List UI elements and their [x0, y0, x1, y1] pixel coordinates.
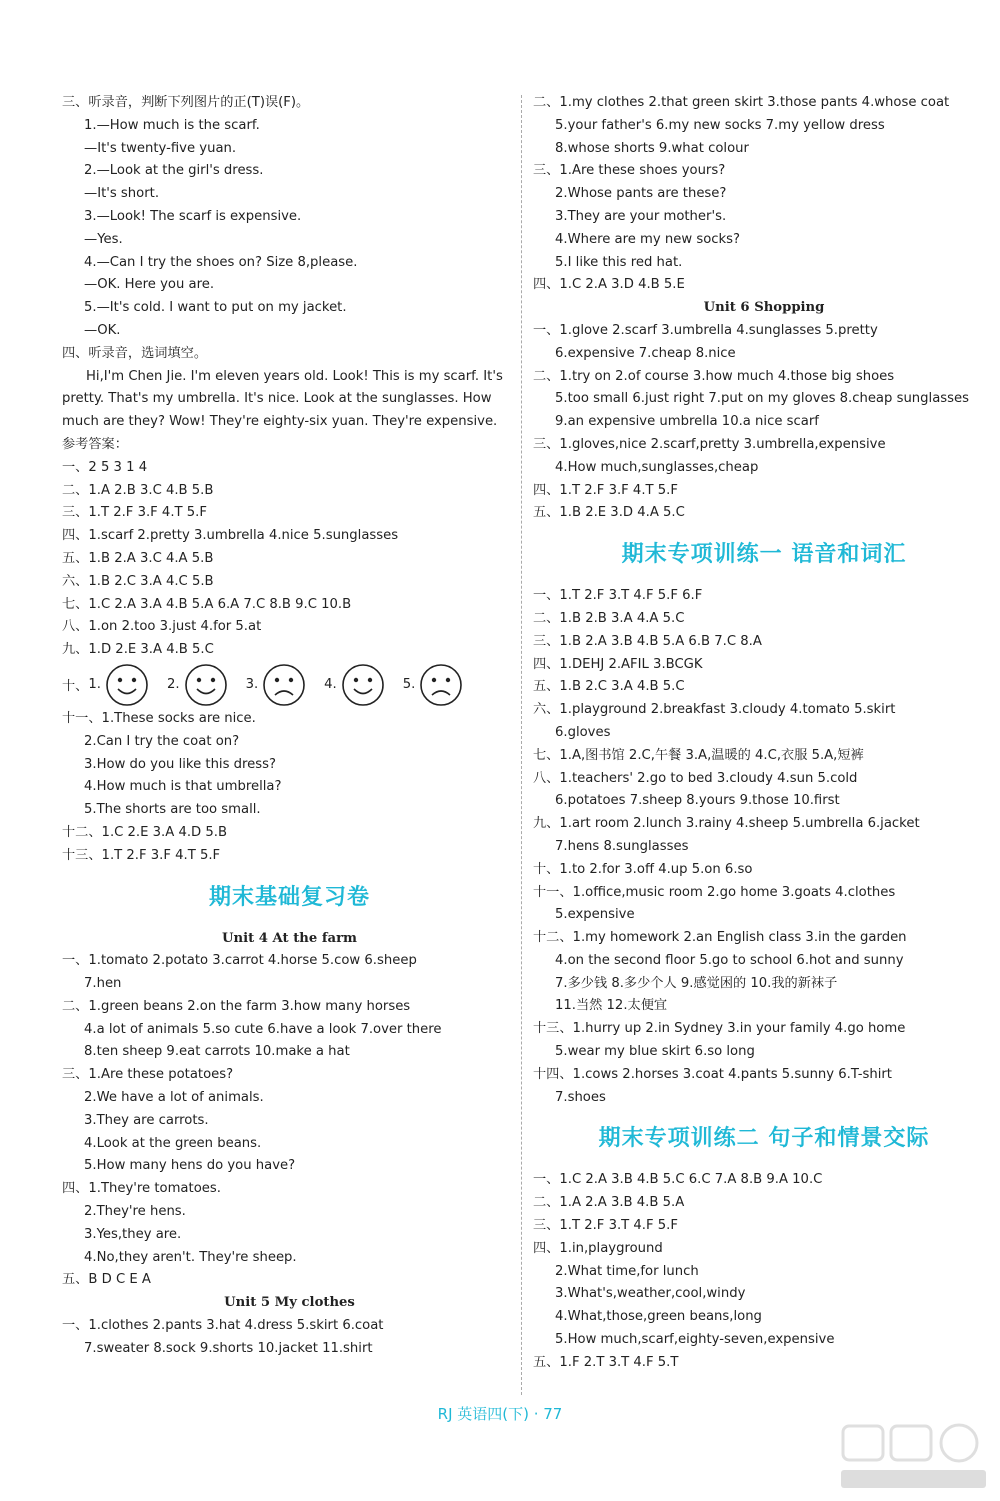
answer-line: 6.gloves: [555, 724, 611, 740]
answer-line: 三、1.Are these shoes yours?: [533, 163, 726, 179]
listening-script: [62, 92, 517, 366]
face-number: 2.: [166, 677, 180, 693]
smiley-face-icon: [341, 663, 385, 707]
answer-line: 六、1.playground 2.breakfast 3.cloudy 4.tomato 5.skirt: [533, 702, 896, 718]
answer-line: 七、1.A,图书馆 2.C,午餐 3.A,温暖的 4.C,衣服 5.A,短裤: [533, 747, 864, 763]
answer-line: 六、1.B 2.C 3.A 4.C 5.B: [62, 573, 214, 589]
answer-line: —It's twenty-five yuan.: [84, 140, 237, 156]
answer-line: 三、1.Are these potatoes?: [62, 1067, 234, 1083]
unit4-answers: [62, 950, 517, 1292]
section-title: 期末专项训练二 句子和情景交际: [598, 1126, 930, 1152]
section3-answers: [533, 1169, 995, 1374]
sad-face-icon: [419, 663, 463, 707]
section-title: 期末专项训练一 语音和词汇: [621, 542, 907, 568]
answer-line: 1.—How much is the scarf.: [84, 117, 260, 133]
answer-line: 五、1.B 2.A 3.C 4.A 5.B: [62, 550, 214, 566]
answer-line: 八、1.on 2.too 3.just 4.for 5.at: [62, 619, 262, 635]
answer-line: 5.wear my blue skirt 6.so long: [555, 1044, 755, 1060]
answer-line: 五、1.F 2.T 3.T 4.F 5.T: [533, 1354, 679, 1370]
smiley-face-icon: [184, 663, 228, 707]
right-column: [533, 92, 995, 1375]
answer-key: [62, 434, 517, 662]
section-title: 期末基础复习卷: [208, 884, 370, 910]
answer-line: —Yes.: [84, 231, 123, 247]
face-item: [246, 663, 307, 707]
section-header-1: [62, 868, 517, 928]
listening-paragraph: Hi,I'm Chen Jie. I'm eleven years old. Look! This is my scarf. It's pretty. That's my umbrella. It's nice. Look at the sunglasses. How much are they? Wow! They're eighty-six yuan. They're expensive.: [62, 368, 503, 430]
answer-line: 二、1.my clothes 2.that green skirt 3.those pants 4.whose coat: [533, 95, 950, 110]
answer-line: 二、1.A 2.A 3.B 4.B 5.A: [533, 1195, 685, 1211]
answer-line: —It's short.: [84, 186, 160, 202]
answer-line: 4.What,those,green beans,long: [555, 1309, 762, 1325]
answer-line: 5.The shorts are too small.: [84, 802, 261, 818]
face-item: [167, 663, 228, 707]
section-header-2: [533, 525, 995, 585]
answer-line: 八、1.teachers' 2.go to bed 3.cloudy 4.sun 5.cold: [533, 770, 858, 786]
answer-line: 3.They are your mother's.: [555, 208, 727, 224]
answer-line: —OK. Here you are.: [84, 277, 215, 293]
answer-line: 五、B D C E A: [62, 1272, 151, 1288]
answer-line: 二、1.try on 2.of course 3.how much 4.those big shoes: [533, 368, 895, 384]
answer-line: 4.How much is that umbrella?: [84, 779, 282, 795]
answer-line: 十一、1.These socks are nice.: [62, 710, 256, 726]
section2-answers: [533, 585, 995, 1109]
column-divider: [521, 95, 522, 1395]
face-item: [88, 663, 149, 707]
answer-line: 8.whose shorts 9.what colour: [555, 140, 749, 156]
answer-line: 5.How much,scarf,eighty-seven,expensive: [555, 1332, 835, 1348]
answer-line: 一、1.glove 2.scarf 3.umbrella 4.sunglasses 5.pretty: [533, 322, 878, 338]
sad-face-icon: [262, 663, 306, 707]
answer-line: 2.Can I try the coat on?: [84, 733, 240, 749]
answer-line: 4.a lot of animals 5.so cute 6.have a look 7.over there: [84, 1021, 442, 1037]
answer-line: 4.No,they aren't. They're sheep.: [84, 1249, 297, 1265]
answer-line: 一、1.T 2.F 3.T 4.F 5.F 6.F: [533, 588, 703, 604]
answer-line: 5.too small 6.just right 7.put on my gloves 8.cheap sunglasses: [555, 391, 970, 407]
faces-row: [62, 662, 517, 708]
answer-line: 一、1.clothes 2.pants 3.hat 4.dress 5.skirt 6.coat: [62, 1318, 384, 1334]
answer-line: 五、1.B 2.C 3.A 4.B 5.C: [533, 679, 685, 695]
answer-line: 一、1.tomato 2.potato 3.carrot 4.horse 5.cow 6.sheep: [62, 953, 417, 969]
answer-line: 四、1.T 2.F 3.F 4.T 5.F: [533, 482, 678, 498]
answer-line: 2.What time,for lunch: [555, 1263, 699, 1279]
answer-line: 5.your father's 6.my new socks 7.my yellow dress: [555, 117, 885, 133]
answer-line: 6.expensive 7.cheap 8.nice: [555, 345, 736, 361]
answer-line: 十、1.to 2.for 3.off 4.up 5.on 6.so: [533, 861, 753, 877]
face-item: [403, 663, 464, 707]
answer-line: 5.How many hens do you have?: [84, 1158, 296, 1174]
face-number: 4.: [324, 677, 337, 693]
faces-prefix: 十、: [62, 679, 89, 695]
face-item: [324, 663, 385, 707]
answer-line: 四、1.C 2.A 3.D 4.B 5.E: [533, 277, 685, 293]
answer-line: 参考答案：: [62, 436, 128, 452]
answer-key-continued: [62, 708, 517, 868]
answer-line: 三、1.T 2.F 3.F 4.T 5.F: [62, 505, 207, 521]
answer-line: 九、1.D 2.E 3.A 4.B 5.C: [62, 642, 214, 658]
watermark-logo: [835, 1420, 990, 1495]
answer-line: 三、听录音，判断下列图片的正(T)误(F)。: [62, 95, 310, 110]
answer-line: 3.They are carrots.: [84, 1112, 209, 1128]
answer-line: 2.Whose pants are these?: [555, 186, 727, 202]
answer-line: 9.an expensive umbrella 10.a nice scarf: [555, 414, 819, 430]
answer-line: 一、2 5 3 1 4: [62, 459, 148, 475]
face-number: 5.: [402, 677, 416, 693]
answer-line: 二、1.green beans 2.on the farm 3.how many horses: [62, 998, 411, 1014]
answer-line: 五、1.B 2.E 3.D 4.A 5.C: [533, 505, 685, 521]
answer-line: 7.多少钱 8.多少个人 9.感觉困的 10.我的新袜子: [555, 975, 838, 991]
answer-line: 十四、1.cows 2.horses 3.coat 4.pants 5.sunny 6.T-shirt: [533, 1066, 892, 1082]
smiley-face-icon: [105, 663, 149, 707]
answer-line: —OK.: [84, 322, 121, 338]
answer-line: 3.How do you like this dress?: [84, 756, 277, 772]
answer-line: 2.We have a lot of animals.: [84, 1090, 264, 1106]
answer-line: 4.Look at the green beans.: [84, 1135, 262, 1151]
left-column: [62, 92, 517, 1361]
answer-line: 十三、1.hurry up 2.in Sydney 3.in your family 4.go home: [533, 1021, 906, 1037]
answer-line: 7.shoes: [555, 1089, 606, 1105]
section-header-3: [533, 1109, 995, 1169]
answer-line: 8.ten sheep 9.eat carrots 10.make a hat: [84, 1044, 350, 1060]
answer-line: 5.expensive: [555, 907, 635, 923]
answer-line: 3.—Look! The scarf is expensive.: [84, 208, 302, 224]
unit-title: Unit 5 My clothes: [224, 1295, 355, 1311]
unit-title: Unit 6 Shopping: [703, 300, 825, 316]
answer-line: 4.Where are my new socks?: [555, 231, 741, 247]
unit5-answers: [62, 1315, 517, 1361]
answer-line: 十一、1.office,music room 2.go home 3.goats 4.clothes: [533, 884, 896, 900]
answer-line: 7.hen: [84, 976, 122, 992]
answer-line: 十二、1.my homework 2.an English class 3.in the garden: [533, 930, 907, 946]
answer-line: 四、1.scarf 2.pretty 3.umbrella 4.nice 5.sunglasses: [62, 528, 399, 544]
answer-line: 十二、1.C 2.E 3.A 4.D 5.B: [62, 824, 228, 840]
answer-line: 4.How much,sunglasses,cheap: [555, 459, 759, 475]
unit5-answers-continued: [533, 92, 995, 297]
answer-line: 四、听录音，选词填空。: [62, 345, 208, 361]
answer-line: 三、1.gloves,nice 2.scarf,pretty 3.umbrella,expensive: [533, 436, 886, 452]
answer-line: 二、1.B 2.B 3.A 4.A 5.C: [533, 610, 685, 626]
answer-line: 三、1.T 2.F 3.T 4.F 5.F: [533, 1218, 678, 1234]
answer-line: 5.I like this red hat.: [555, 254, 683, 270]
face-number: 3.: [245, 677, 259, 693]
answer-line: 四、1.They're tomatoes.: [62, 1181, 221, 1197]
face-number: 1.: [88, 677, 101, 693]
answer-line: 5.—It's cold. I want to put on my jacket.: [84, 300, 347, 316]
answer-line: 4.on the second floor 5.go to school 6.hot and sunny: [555, 952, 904, 968]
answer-line: 四、1.in,playground: [533, 1240, 663, 1256]
answer-line: 2.They're hens.: [84, 1204, 186, 1220]
answer-line: 三、1.B 2.A 3.B 4.B 5.A 6.B 7.C 8.A: [533, 633, 762, 649]
answer-line: 十三、1.T 2.F 3.F 4.T 5.F: [62, 847, 221, 863]
unit6-answers: [533, 320, 995, 525]
answer-line: 3.Yes,they are.: [84, 1226, 182, 1242]
answer-line: 7.hens 8.sunglasses: [555, 838, 689, 854]
page-footer: RJ 英语四(下) · 77: [437, 1405, 563, 1423]
unit-title: Unit 4 At the farm: [221, 930, 357, 946]
answer-line: 11.当然 12.太便宜: [555, 998, 668, 1014]
answer-line: 3.What's,weather,cool,windy: [555, 1286, 746, 1302]
answer-line: 二、1.A 2.B 3.C 4.B 5.B: [62, 482, 214, 498]
answer-line: 7.sweater 8.sock 9.shorts 10.jacket 11.shirt: [84, 1340, 373, 1356]
answer-line: 6.potatoes 7.sheep 8.yours 9.those 10.first: [555, 793, 840, 809]
answer-line: 4.—Can I try the shoes on? Size 8,please.: [84, 254, 358, 270]
answer-line: 2.—Look at the girl's dress.: [84, 163, 264, 179]
answer-line: 四、1.DEHJ 2.AFIL 3.BCGK: [533, 656, 703, 672]
answer-line: 一、1.C 2.A 3.B 4.B 5.C 6.C 7.A 8.B 9.A 10.C: [533, 1172, 823, 1188]
answer-line: 七、1.C 2.A 3.A 4.B 5.A 6.A 7.C 8.B 9.C 10.B: [62, 596, 352, 612]
answer-line: 九、1.art room 2.lunch 3.rainy 4.sheep 5.umbrella 6.jacket: [533, 816, 920, 832]
